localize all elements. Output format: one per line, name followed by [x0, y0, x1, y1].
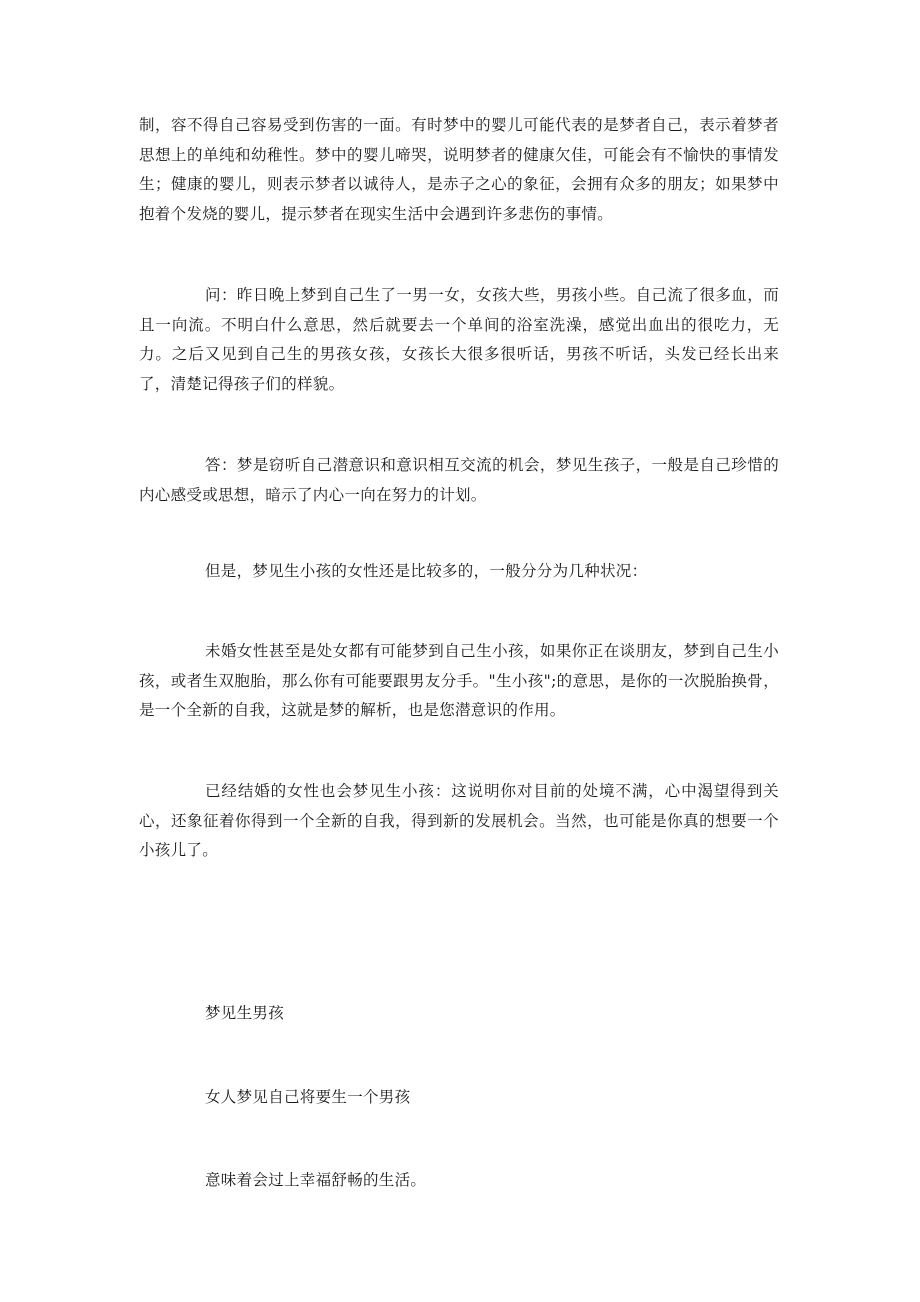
paragraph-married: 已经结婚的女性也会梦见生小孩：这说明你对目前的处境不满，心中渴望得到关心，还象征着你得到一个全新的自我，得到新的发展机会。当然，也可能是你真的想要一个小孩儿了。 — [139, 782, 779, 859]
paragraph-unmarried: 未婚女性甚至是处女都有可能梦到自己生小孩，如果你正在谈朋友，梦到自己生小孩，或者生双胞胎，那么你有可能要跟男友分手。"生小孩";的意思，是你的一次脱胎换骨，是一个全新的自我，这就是梦的解析，也是您潜意识的作用。 — [139, 642, 779, 719]
heading-dream-boy: 梦见生男孩 — [205, 1004, 285, 1022]
paragraph-happy-life: 意味着会过上幸福舒畅的生活。 — [205, 1171, 427, 1189]
paragraph-infant-dream: 制，容不得自己容易受到伤害的一面。有时梦中的婴儿可能代表的是梦者自己，表示着梦者思想上的单纯和幼稚性。梦中的婴儿啼哭，说明梦者的健康欠佳，可能会有不愉快的事情发生；健康的婴儿，则表示梦者以诚待人，是赤子之心的象征，会拥有众多的朋友；如果梦中抱着个发烧的婴儿，提示梦者在现实生活中会遇到许多悲伤的事情。 — [139, 116, 779, 223]
paragraph-situations-intro: 但是，梦见生小孩的女性还是比较多的，一般分分为几种状况： — [205, 562, 648, 580]
paragraph-answer: 答：梦是窃听自己潜意识和意识相互交流的机会，梦见生孩子，一般是自己珍惜的内心感受或思想，暗示了内心一向在努力的计划。 — [139, 456, 779, 504]
paragraph-question: 问：昨日晚上梦到自己生了一男一女，女孩大些，男孩小些。自己流了很多血，而且一向流。不明白什么意思，然后就要去一个单间的浴室洗澡，感觉出血出的很吃力，无力。之后又见到自己生的男孩女孩，女孩长大很多很听话，男孩不听话，头发已经长出来了，清楚记得孩子们的样貌。 — [139, 286, 779, 393]
paragraph-woman-dream-boy: 女人梦见自己将要生一个男孩 — [205, 1088, 411, 1106]
